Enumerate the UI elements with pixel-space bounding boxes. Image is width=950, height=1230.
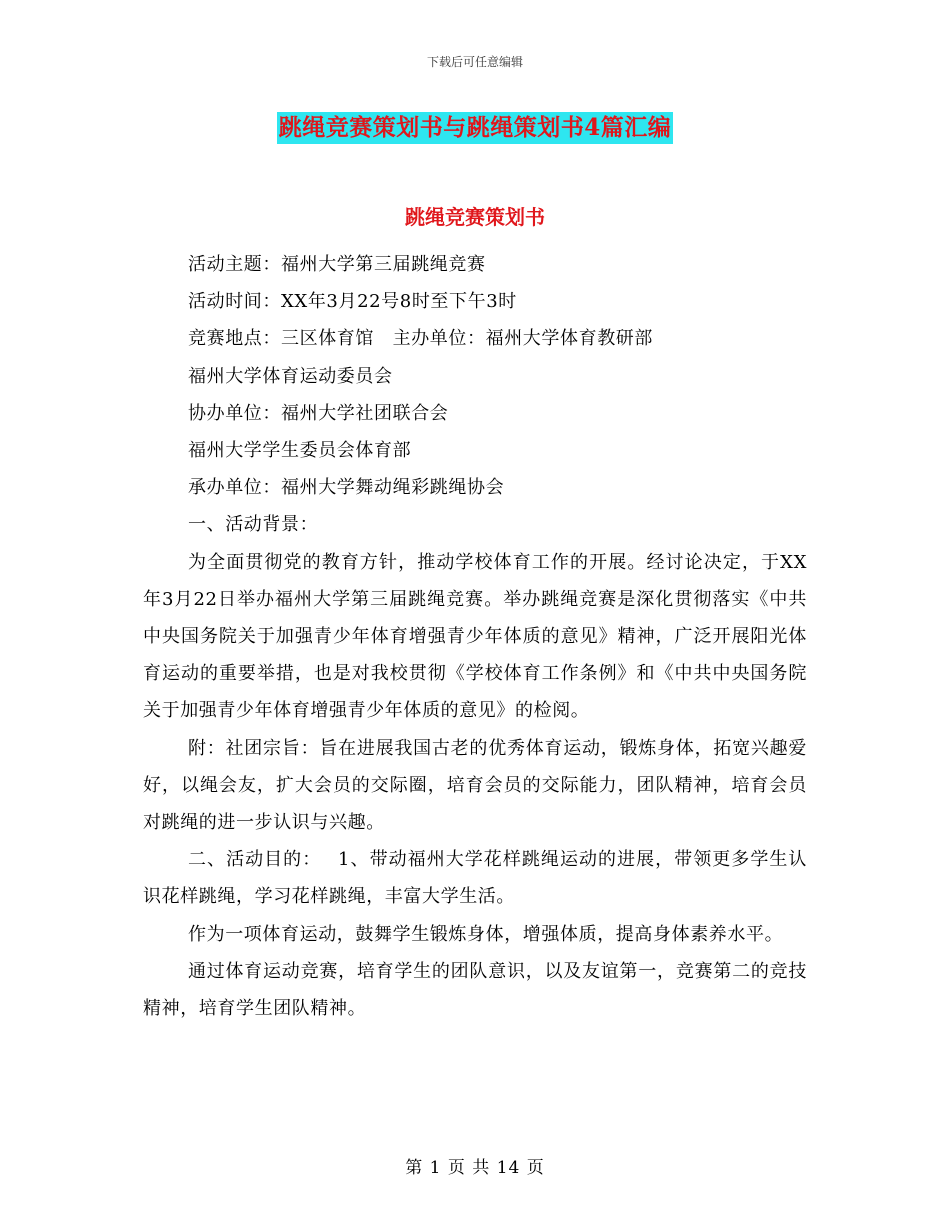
exercise-paragraph: 作为一项体育运动，鼓舞学生锻炼身体，增强体质，提高身体素养水平。 bbox=[188, 923, 784, 945]
co-host-secondary-line: 福州大学学生委员会体育部 bbox=[188, 440, 412, 462]
organizer-line: 承办单位：福州大学舞动绳彩跳绳协会 bbox=[188, 477, 505, 499]
page-number-footer: 第 1 页 共 14 页 bbox=[405, 1158, 545, 1178]
club-purpose-paragraph: 附：社团宗旨：旨在进展我国古老的优秀体育运动，锻炼身体，拓宽兴趣爱好，以绳会友，扩大会员的交际圈，培育会员的交际能力，团队精神，培育会员对跳绳的进一步认识与兴趣。 bbox=[143, 737, 807, 834]
header-note: 下载后可任意编辑 bbox=[426, 55, 523, 69]
venue-host-line: 竞赛地点：三区体育馆 主办单位：福州大学体育教研部 bbox=[188, 328, 653, 350]
section-title: 跳绳竞赛策划书 bbox=[405, 205, 545, 229]
background-heading: 一、活动背景： bbox=[188, 514, 319, 536]
activity-time-line: 活动时间：XX年3月22号8时至下午3时 bbox=[188, 291, 517, 313]
background-paragraph: 为全面贯彻党的教育方针，推动学校体育工作的开展。经讨论决定，于XX年3月22日举办福州大学第三届跳绳竞赛。举办跳绳竞赛是深化贯彻落实《中共中央国务院关于加强青少年体育增强青少年体质的意见》精神，广泛开展阳光体育运动的重要举措，也是对我校贯彻《学校体育工作条例》和《中共中央国务院关于加强青少年体育增强青少年体质的意见》的检阅。 bbox=[143, 551, 807, 722]
document-body bbox=[143, 246, 807, 1027]
document-title-container bbox=[0, 112, 950, 144]
document-title: 跳绳竞赛策划书与跳绳策划书4篇汇编 bbox=[277, 112, 674, 144]
co-host-line: 协办单位：福州大学社团联合会 bbox=[188, 402, 449, 424]
host-secondary-line: 福州大学体育运动委员会 bbox=[188, 365, 393, 387]
activity-purpose-paragraph: 二、活动目的： 1、带动福州大学花样跳绳运动的进展，带领更多学生认识花样跳绳，学习花样跳绳，丰富大学生活。 bbox=[143, 849, 807, 908]
activity-theme-line: 活动主题：福州大学第三届跳绳竞赛 bbox=[188, 254, 486, 275]
teamwork-paragraph: 通过体育运动竞赛，培育学生的团队意识，以及友谊第一，竞赛第二的竞技精神，培育学生团队精神。 bbox=[143, 960, 807, 1020]
